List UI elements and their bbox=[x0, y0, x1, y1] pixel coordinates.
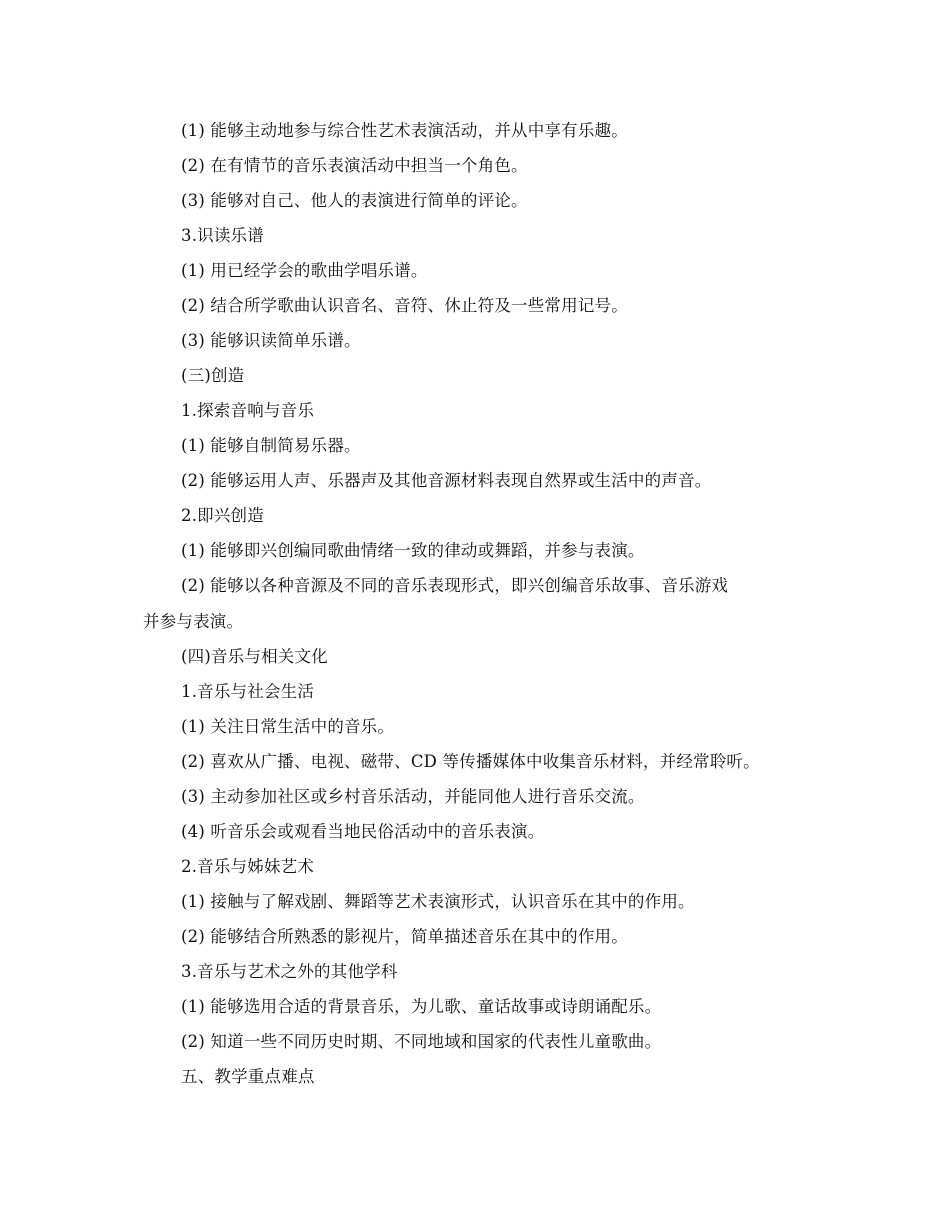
list-item: (4) 听音乐会或观看当地民俗活动中的音乐表演。 bbox=[181, 822, 545, 841]
section-heading: 2.音乐与姊妹艺术 bbox=[181, 857, 315, 876]
list-item-continuation: 并参与表演。 bbox=[143, 612, 244, 631]
section-heading: 3.音乐与艺术之外的其他学科 bbox=[181, 962, 398, 981]
section-heading: (三)创造 bbox=[181, 366, 245, 385]
section-heading: 3.识读乐谱 bbox=[181, 226, 264, 245]
list-item: (2) 能够结合所熟悉的影视片，简单描述音乐在其中的作用。 bbox=[181, 927, 628, 946]
section-heading: 2.即兴创造 bbox=[181, 506, 264, 525]
list-item: (2) 在有情节的音乐表演活动中担当一个角色。 bbox=[181, 156, 528, 175]
list-item: (1) 能够即兴创编同歌曲情绪一致的律动或舞蹈，并参与表演。 bbox=[181, 541, 645, 560]
list-item: (2) 能够运用人声、乐器声及其他音源材料表现自然界或生活中的声音。 bbox=[181, 471, 712, 490]
section-heading: 1.探索音响与音乐 bbox=[181, 401, 315, 420]
list-item: (1) 能够自制简易乐器。 bbox=[181, 436, 361, 455]
list-item: (2) 知道一些不同历史时期、不同地域和国家的代表性儿童歌曲。 bbox=[181, 1032, 662, 1051]
list-item: (2) 能够以各种音源及不同的音乐表现形式，即兴创编音乐故事、音乐游戏 bbox=[181, 576, 729, 595]
list-item: (3) 主动参加社区或乡村音乐活动，并能同他人进行音乐交流。 bbox=[181, 787, 645, 806]
list-item: (1) 接触与了解戏剧、舞蹈等艺术表演形式，认识音乐在其中的作用。 bbox=[181, 892, 695, 911]
section-heading: (四)音乐与相关文化 bbox=[181, 647, 328, 666]
list-item: (2) 结合所学歌曲认识音名、音符、休止符及一些常用记号。 bbox=[181, 296, 628, 315]
list-item: (3) 能够识读简单乐谱。 bbox=[181, 331, 361, 350]
list-item: (1) 关注日常生活中的音乐。 bbox=[181, 717, 395, 736]
list-item: (2) 喜欢从广播、电视、磁带、CD 等传播媒体中收集音乐材料，并经常聆听。 bbox=[181, 752, 760, 771]
list-item: (1) 能够选用合适的背景音乐，为儿歌、童话故事或诗朗诵配乐。 bbox=[181, 997, 662, 1016]
section-heading: 1.音乐与社会生活 bbox=[181, 682, 315, 701]
list-item: (3) 能够对自己、他人的表演进行简单的评论。 bbox=[181, 191, 528, 210]
list-item: (1) 能够主动地参与综合性艺术表演活动，并从中享有乐趣。 bbox=[181, 121, 628, 140]
section-heading: 五、教学重点难点 bbox=[181, 1067, 315, 1086]
list-item: (1) 用已经学会的歌曲学唱乐谱。 bbox=[181, 261, 428, 280]
